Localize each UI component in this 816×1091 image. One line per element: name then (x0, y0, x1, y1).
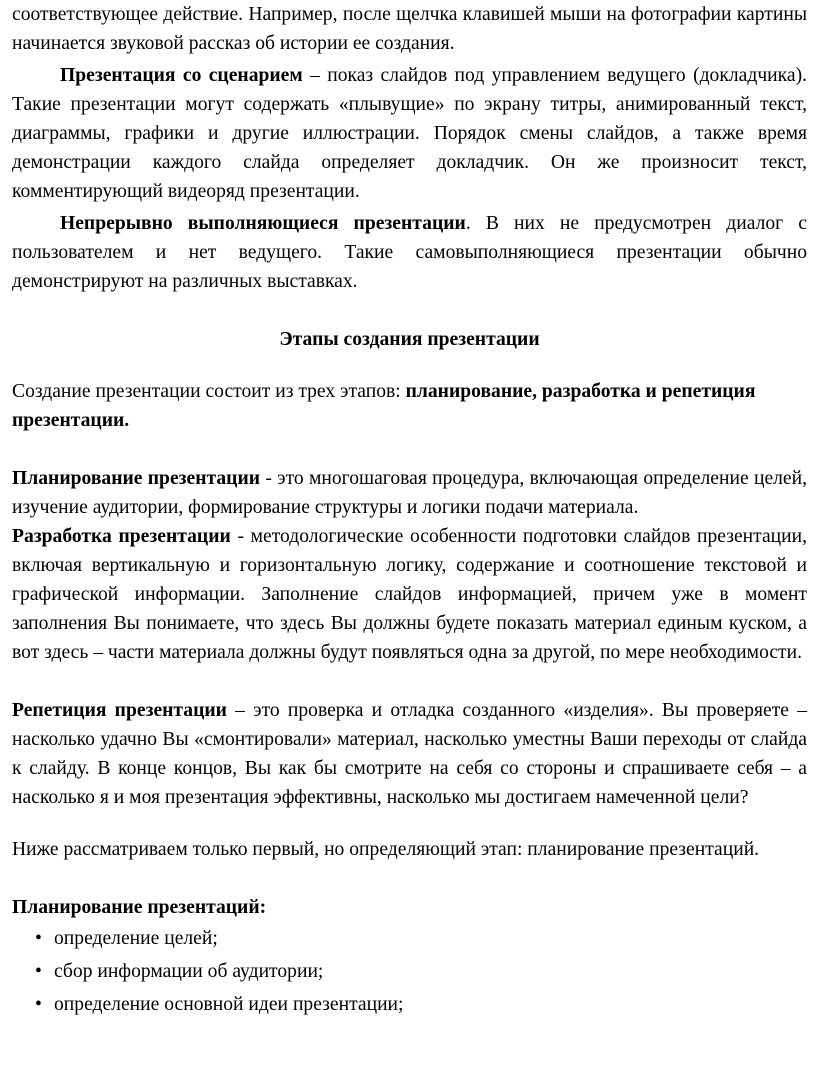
stages-list-bold: планирование, разработка и репетиция презентации. (12, 381, 756, 431)
paragraph-text: Ниже рассматриваем только первый, но определяющий этап: планирование презентаций. (12, 839, 760, 860)
paragraph-text: - это многошаговая процедура, включающая определение целей, изучение аудитории, формирование структуры и логики подачи материала. (12, 468, 808, 518)
section-title: Этапы создания презентации (279, 329, 540, 350)
paragraph-text: – показ слайдов под управлением ведущего (докладчика). Такие презентации могут содержать «плывущие» по экрану титры, анимированный текст, диаграммы, графики и другие иллюстрации. Порядок смены слайдов, а также время демонстрации каждого слайда определяет докладчик. Он же произносит текст, комментирующий видеоряд презентации. (12, 65, 808, 202)
paragraph-continuous-presentation (12, 209, 807, 296)
term-development: Разработка презентации (12, 526, 231, 547)
term-planning: Планирование презентации (12, 468, 261, 489)
paragraph-intro-tail (12, 0, 807, 58)
paragraph-text: Создание презентации состоит из трех этапов: (12, 381, 406, 402)
paragraph-scenario-presentation (12, 61, 807, 206)
list-item: • сбор информации об аудитории; (35, 955, 807, 988)
paragraph-rehearsal-definition (12, 696, 807, 812)
paragraph-text: - методологические особенности подготовки слайдов презентации, включая вертикальную и горизонтальную логику, содержание и соотношение текстовой и графической информации. Заполнение слайдов информацией, причем уже в момент заполнения Вы понимаете, что здесь Вы должны будете показать материал единым куском, а вот здесь – части материала должны будут появляться одна за другой, по мере необходимости. (12, 526, 808, 663)
list-item: • определение целей; (35, 922, 807, 955)
term-rehearsal: Репетиция презентации (12, 700, 227, 721)
planning-list-heading: Планирование презентаций: (12, 897, 267, 918)
bullet-icon: • (35, 928, 42, 949)
paragraph-text: . В них не предусмотрен диалог с пользователем и нет ведущего. Такие самовыполняющиеся презентации обычно демонстрируют на различных выставках. (12, 213, 807, 292)
paragraph-text: соответствующее действие. Например, после щелчка клавишей мыши на фотографии картины начинается звуковой рассказ об истории ее создания. (12, 4, 807, 54)
paragraph-stages-intro (12, 377, 807, 435)
planning-list (12, 922, 807, 1021)
bullet-icon: • (35, 961, 42, 982)
paragraph-text: – это проверка и отладка созданного «изделия». Вы проверяете – насколько удачно Вы «смонтировали» материал, насколько уместны Ваши переходы от слайда к слайду. В конце концов, Вы как бы смотрите на себя со стороны и спрашиваете себя – а насколько я и моя презентация эффективны, насколько мы достигаем намеченной цели? (12, 700, 807, 808)
paragraph-planning-definition (12, 464, 807, 522)
term-scenario: Презентация со сценарием (60, 65, 303, 86)
list-item: • определение основной идеи презентации; (35, 988, 807, 1021)
bullet-icon: • (35, 994, 42, 1015)
document-page (12, 0, 807, 1021)
paragraph-focus-note (12, 835, 807, 864)
term-continuous: Непрерывно выполняющиеся презентации (60, 213, 466, 234)
paragraph-development-definition (12, 522, 807, 667)
